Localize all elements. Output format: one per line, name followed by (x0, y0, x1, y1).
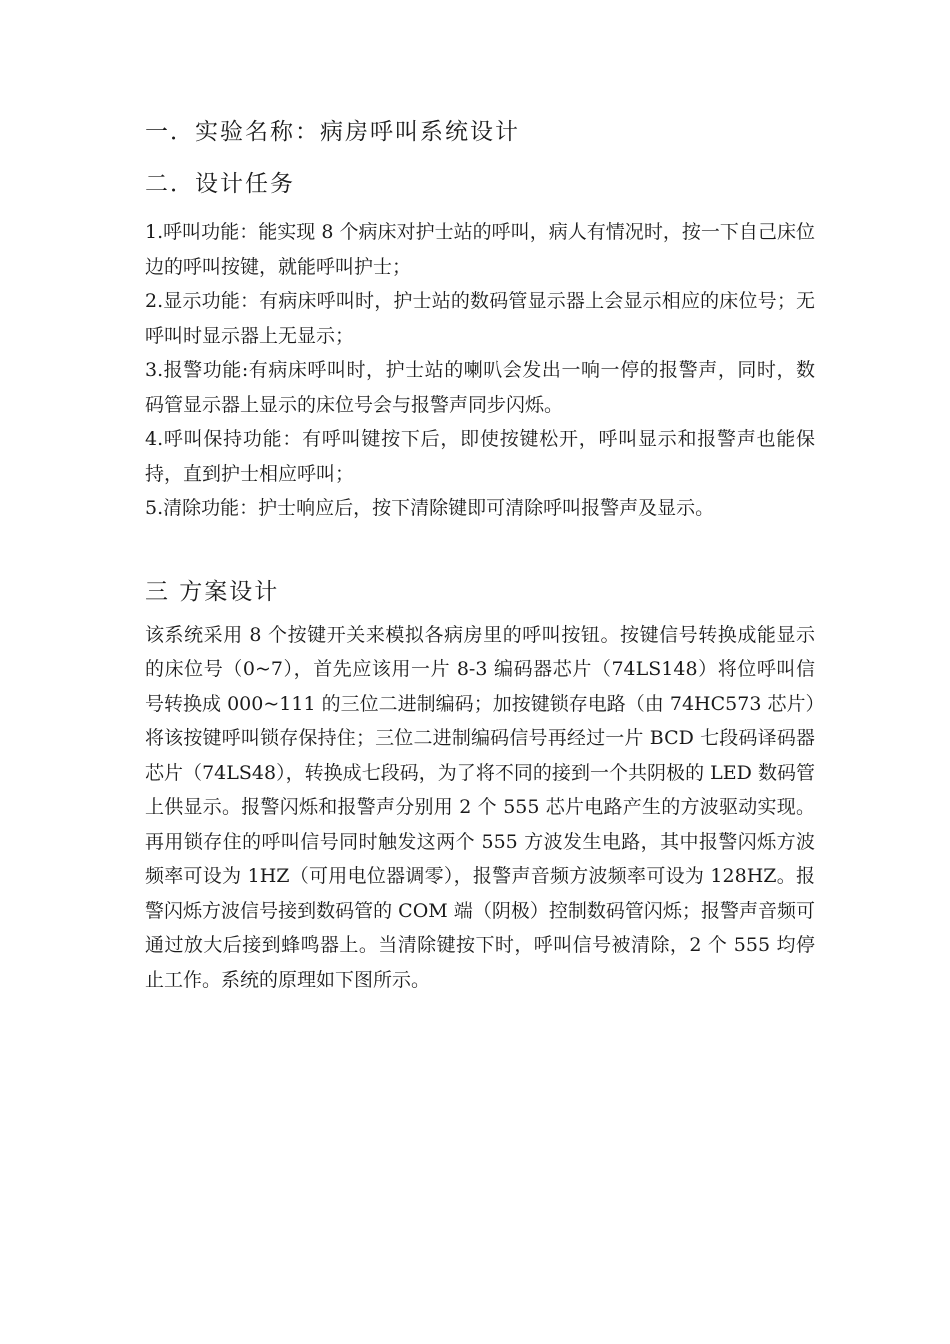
design-description: 该系统采用 8 个按键开关来模拟各病房里的呼叫按钮。按键信号转换成能显示的床位号（0~7），首先应该用一片 8-3 编码器芯片（74LS148）将位呼叫信号转换成 000~111 的三位二进制编码；加按键锁存电路（由 74HC573 芯片）将该按键呼叫锁存保持住；三位二进制编码信号再经过一片 BCD 七段码译码器芯片（74LS48），转换成七段码，为了将不同的接到一个共阴极的 LED 数码管上供显示。报警闪烁和报警声分别用 2 个 555 芯片电路产生的方波驱动实现。再用锁存住的呼叫信号同时触发这两个 555 方波发生电路，其中报警闪烁方波频率可设为 1HZ（可用电位器调零），报警声音频方波频率可设为 128HZ。报警闪烁方波信号接到数码管的 COM 端（阴极）控制数码管闪烁；报警声音频可通过放大后接到蜂鸣器上。当清除键按下时，呼叫信号被清除，2 个 555 均停止工作。系统的原理如下图所示。 (145, 623, 815, 991)
section-3-heading: 三 方案设计 (145, 578, 280, 605)
task-item-alarm: 3.报警功能:有病床呼叫时，护士站的喇叭会发出一响一停的报警声，同时，数码管显示器上显示的床位号会与报警声同步闪烁。 (145, 359, 815, 416)
task-item-display: 2.显示功能：有病床呼叫时，护士站的数码管显示器上会显示相应的床位号；无呼叫时显示器上无显示； (145, 290, 815, 347)
task-item-clear: 5.清除功能：护士响应后，按下清除键即可清除呼叫报警声及显示。 (145, 497, 715, 519)
task-item-hold: 4.呼叫保持功能：有呼叫键按下后，即使按键松开，呼叫显示和报警声也能保持，直到护士相应呼叫； (145, 428, 815, 485)
task-item-call: 1.呼叫功能：能实现 8 个病床对护士站的呼叫，病人有情况时，按一下自己床位边的呼叫按键，就能呼叫护士； (145, 221, 815, 278)
document-page (145, 110, 815, 997)
section-1-heading: 一．实验名称：病房呼叫系统设计 (145, 119, 520, 145)
section-2-heading: 二．设计任务 (145, 171, 295, 197)
task-list (145, 215, 815, 526)
